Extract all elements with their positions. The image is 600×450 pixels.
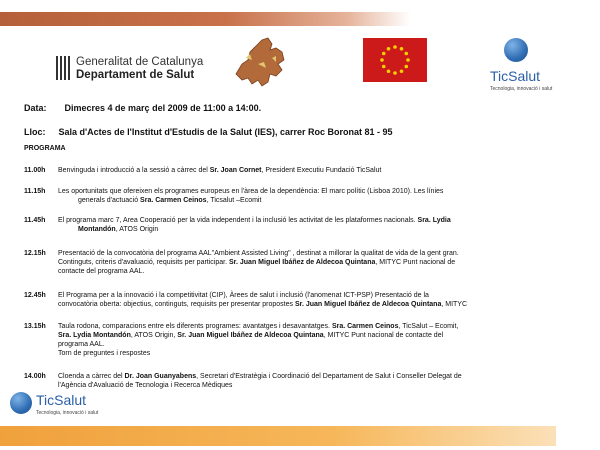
speaker-name: Sra. Carmen Ceinos	[331, 323, 399, 330]
eu-star-icon	[404, 65, 408, 69]
program-time: 11.00h	[24, 167, 46, 174]
program-text: contacte del programa AAL.	[58, 268, 145, 275]
eu-star-icon	[387, 69, 391, 73]
speaker-name: Sr. Juan Miguel Ibáñez de Aldecoa Quintana	[228, 259, 376, 266]
ticsalut-name: TicSalut	[490, 68, 541, 84]
date-label: Data:	[24, 103, 47, 113]
program-text: Benvinguda i introducció a la sessió a càrrec del	[58, 167, 210, 174]
program-text: Cloenda a càrrec del	[58, 373, 125, 380]
ticsalut-globe-icon	[10, 392, 32, 414]
eu-star-icon	[382, 52, 386, 56]
program-text: l'Agència d'Avaluació de Tecnologia i Recerca Mèdiques	[58, 382, 233, 389]
generalitat-logo	[54, 56, 214, 84]
speaker-name: Sra. Lydia Montandón	[58, 332, 131, 339]
program-text: , TicSalut – Ecomit,	[398, 323, 459, 330]
program-time: 12.15h	[24, 250, 46, 257]
eu-star-icon	[406, 58, 410, 62]
eu-star-icon	[400, 47, 404, 51]
programa-heading: PROGRAMA	[24, 145, 66, 152]
program-text: Torn de preguntes i respostes	[58, 350, 151, 357]
ticsalut-logo	[490, 38, 570, 98]
date-value: Dimecres 4 de març del 2009 de 11:00 a 14:00.	[64, 103, 262, 113]
speaker-name: Dr. Joan Guanyabens	[124, 373, 197, 380]
eu-star-icon	[393, 71, 397, 75]
program-text: , MITYC Punt nacional de	[375, 259, 456, 266]
program-text: generals d'actuació	[78, 197, 141, 204]
eu-star-icon	[393, 45, 397, 49]
program-time: 11.15h	[24, 188, 46, 195]
program-text: Taula rodona, comparacions entre els diferents programes: avantatges i desavantatges.	[58, 323, 332, 330]
speaker-name: Sr. Joan Cornet	[209, 167, 262, 174]
program-text: programa AAL.	[58, 341, 105, 348]
event-place	[24, 127, 393, 137]
program-text: El Programa per a la innovació i la competitivitat (CIP), Àrees de salut i inclusió (l'anomenat ICT-PSP) Presentació de la	[58, 292, 429, 299]
speaker-name: Montandón	[78, 226, 116, 233]
program-text: , ATOS Origin	[115, 226, 159, 233]
eu-star-icon	[404, 52, 408, 56]
program-text: , ATOS Origin,	[130, 332, 178, 339]
eu-star-icon	[382, 65, 386, 69]
program-text: , Ticsalut –Ecomit	[206, 197, 262, 204]
eu-flag-icon	[363, 38, 427, 82]
gencat-department: Departament de Salut	[76, 69, 195, 81]
speaker-name: Sra. Lydia	[417, 217, 451, 224]
top-decorative-bar	[0, 12, 410, 26]
program-time: 13.15h	[24, 323, 46, 330]
program-time: 14.00h	[24, 373, 46, 380]
eu-star-icon	[387, 47, 391, 51]
program-text: Presentació de la convocatòria del programa AAL"Ambient Assisted Living" , destinat a millorar la qualitat de vida de la gent gran.	[58, 250, 459, 257]
gencat-title: Generalitat de Catalunya	[76, 56, 204, 68]
ticsalut-tagline: Tecnologia, innovació i salut	[490, 86, 553, 92]
eu-star-icon	[380, 58, 384, 62]
program-time: 11.45h	[24, 217, 46, 224]
ticsalut-globe-icon	[504, 38, 528, 62]
program-text: , MITYC	[441, 301, 468, 308]
speaker-name: Sr. Juan Miguel Ibáñez de Aldecoa Quintana	[177, 332, 324, 339]
bottom-decorative-bar	[0, 426, 556, 446]
program-text: Continguts, criteris d'avaluació, requisits per participar.	[58, 259, 229, 266]
place-value: Sala d'Actes de l'Institut d'Estudis de la Salut (IES), carrer Roc Boronat 81 - 95	[58, 127, 393, 137]
ticsalut-footer-logo	[10, 390, 120, 422]
program-text: El programa marc 7, Area Cooperació per la vida independent i la inclusió les activitat de les plataformes nacionals.	[58, 217, 418, 224]
speaker-name: Sr. Juan Miguel Ibáñez de Aldecoa Quintana	[294, 301, 442, 308]
program-text: convocatòria oberta: objectius, continguts, requisits per presentar propostes	[58, 301, 295, 308]
europe-map-icon	[228, 34, 290, 90]
senyera-icon	[54, 56, 72, 80]
program-text: Les oportunitats que ofereixen els programes europeus en l'àrea de la dependència: El marc polític (Lisboa 2010). Les línies	[58, 188, 444, 195]
ticsalut-name: TicSalut	[36, 392, 87, 408]
eu-star-icon	[400, 69, 404, 73]
place-label: Lloc:	[24, 127, 46, 137]
event-date	[24, 103, 261, 113]
ticsalut-tagline: Tecnologia, innovació i salut	[36, 410, 99, 416]
program-text: , Secretari d'Estratègia i Coordinació del Departament de Salut i Conseller Delegat de	[196, 373, 462, 380]
program-time: 12.45h	[24, 292, 46, 299]
program-text: , President Executiu Fundació TicSalut	[261, 167, 382, 174]
program-text: , MITYC Punt nacional de contacte del	[323, 332, 444, 339]
speaker-name: Sra. Carmen Ceinos	[140, 197, 207, 204]
